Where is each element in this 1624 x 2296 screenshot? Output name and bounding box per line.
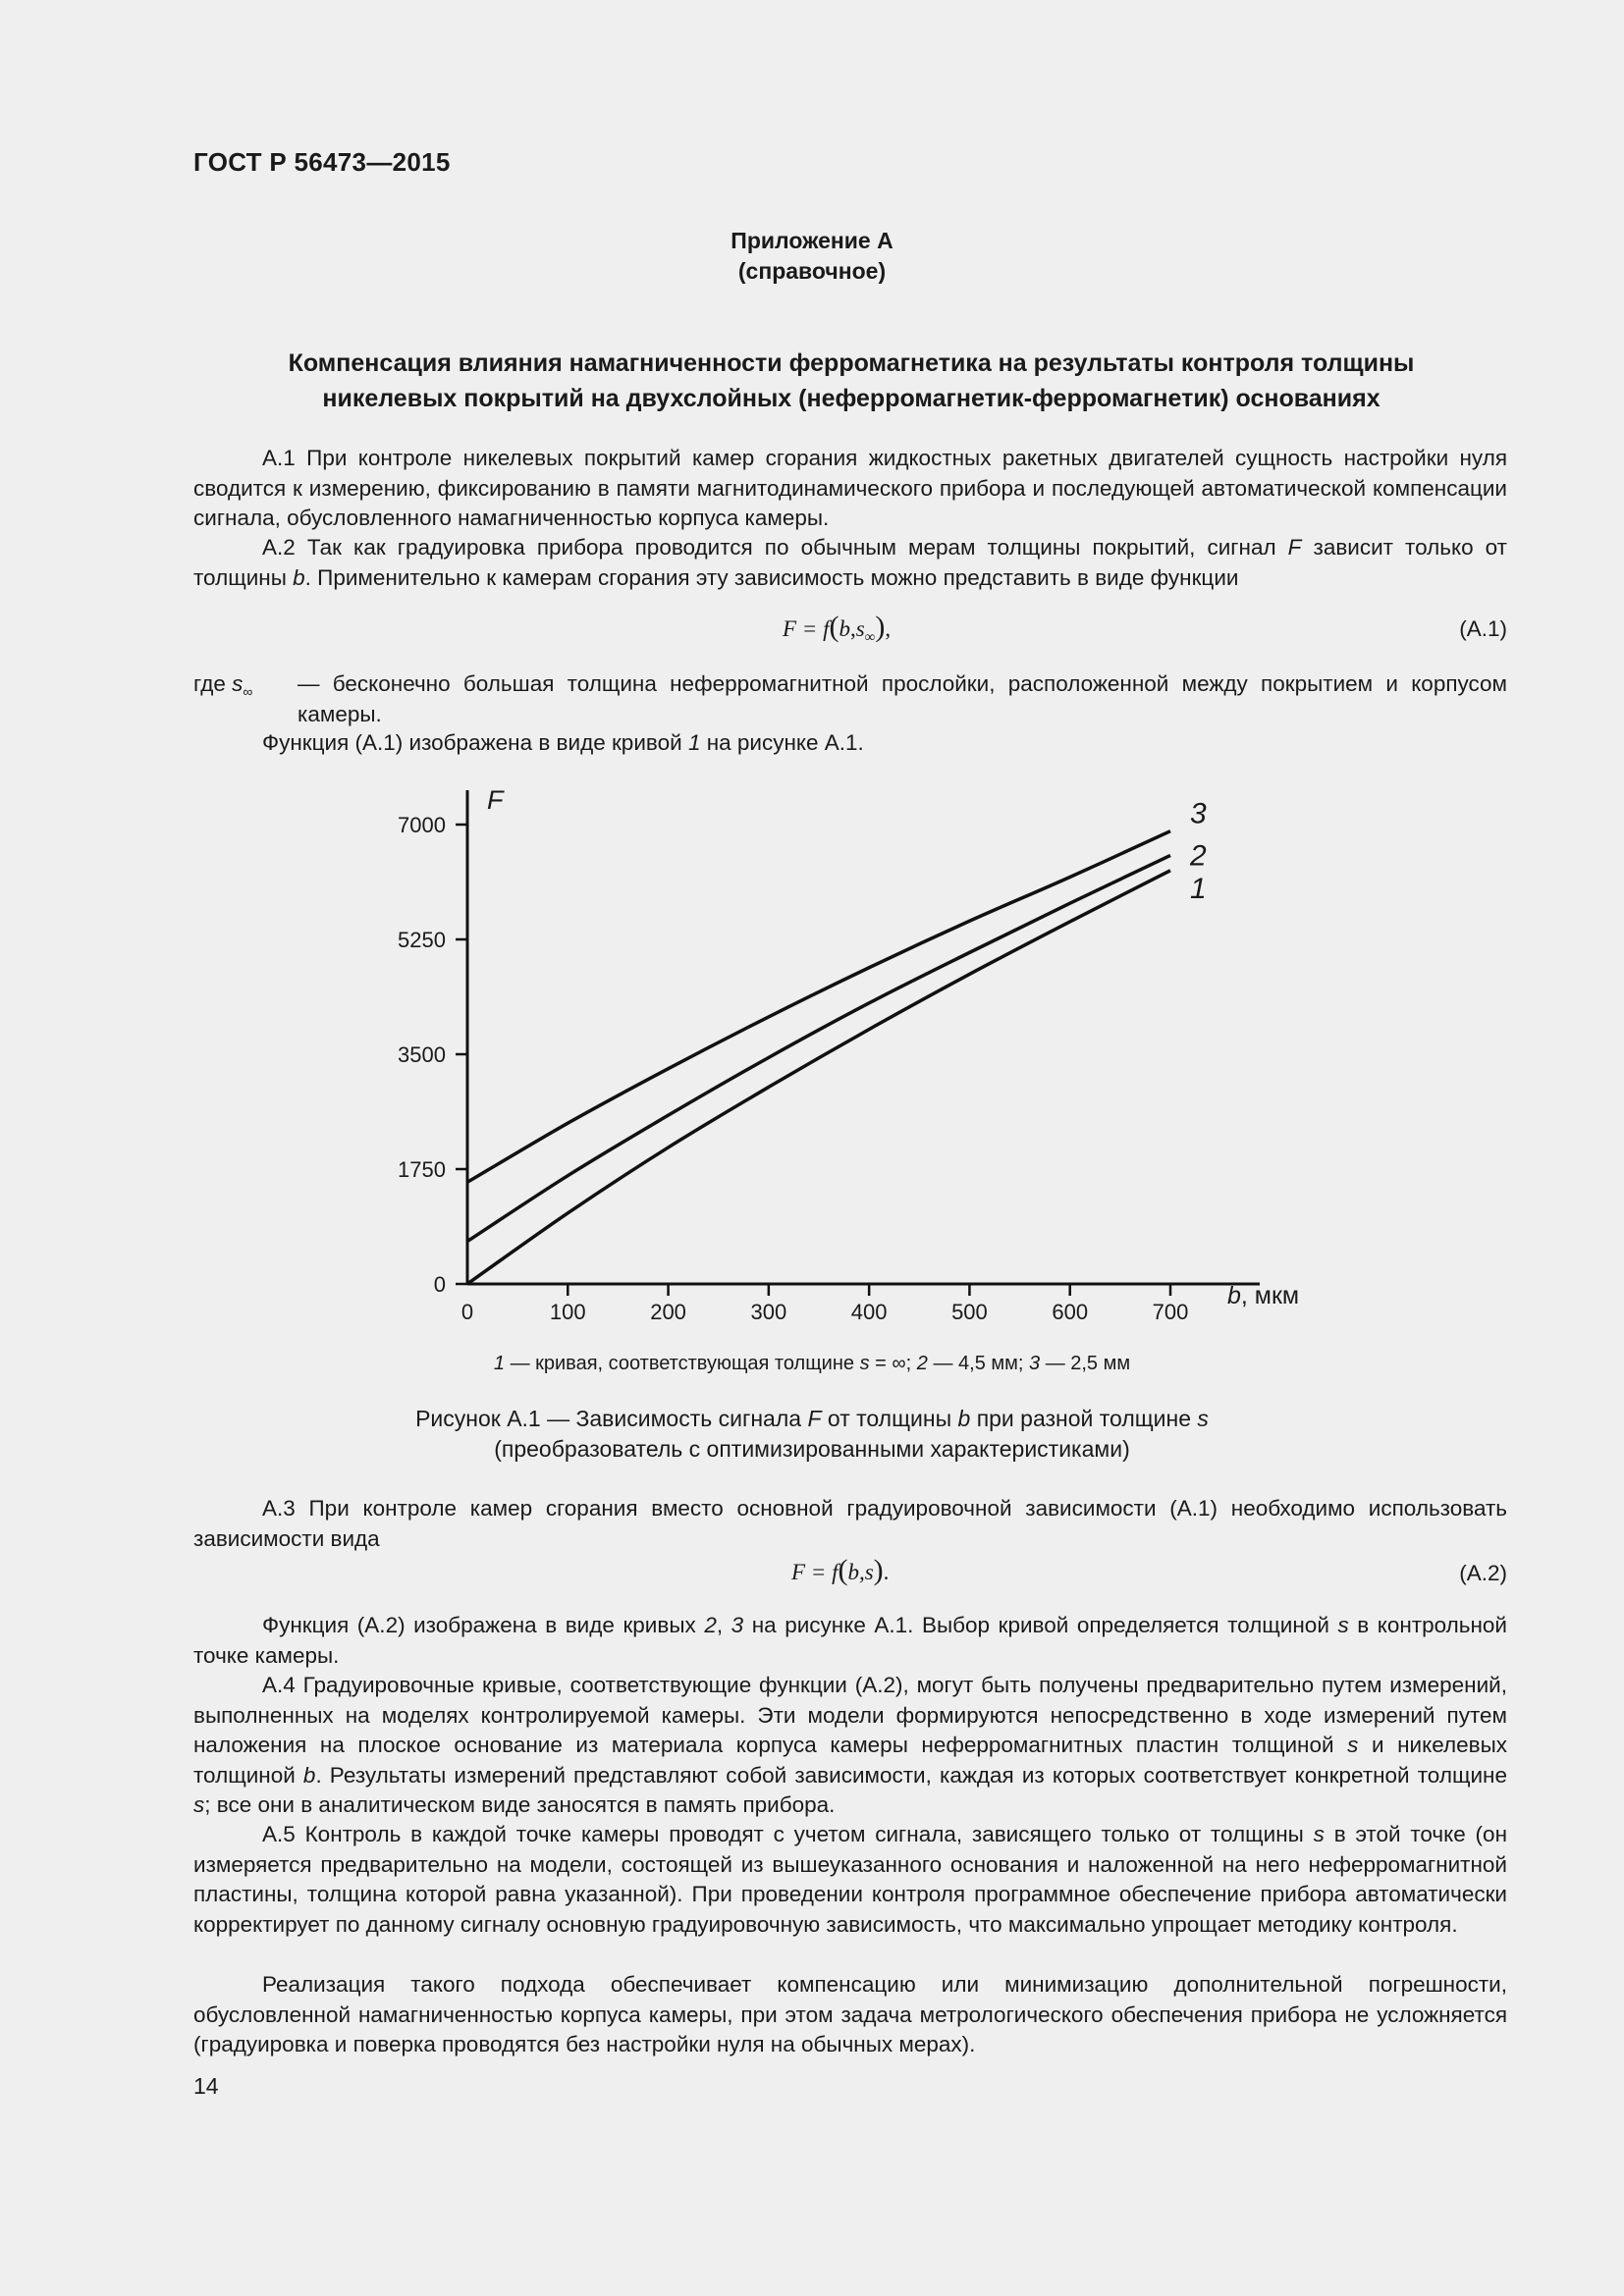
chart-labels: [487, 785, 1299, 1309]
chart-axes: [467, 790, 1260, 1284]
where-clause: [193, 669, 1507, 729]
paragraph-a4: А.4 Градуировочные кривые, соответствующие функции (А.2), могут быть получены предварительно путем измерений, выполненных на моделях контролируемой камеры. Эти модели формируются непосредственно в ходе измерений путем наложения на плоское основание из материала корпуса камеры неферромагнитных пластин толщиной s и никелевых толщиной b. Результаты измерений представляют собой зависимости, каждая из которых соответствует конкретной толщине s; все они в аналитическом виде заносятся в память прибора.: [193, 1673, 1507, 1817]
figure-caption-line1: Рисунок А.1 — Зависимость сигнала F от толщины b при разной толщине s: [415, 1406, 1209, 1431]
y-tick-label: 5250: [398, 928, 446, 952]
x-tick-label: 300: [750, 1300, 787, 1324]
formula-a1-number: (А.1): [1459, 616, 1507, 641]
a2-text-1: А.2 Так как градуировка прибора проводится по обычным мерам толщины покрытий, сигнал: [262, 535, 1276, 560]
standard-header: ГОСТ Р 56473—2015: [193, 147, 451, 177]
figure-caption-line2: (преобразователь с оптимизированными характеристиками): [494, 1436, 1130, 1462]
x-tick-label: 200: [650, 1300, 686, 1324]
a2-var-b: b: [293, 564, 305, 590]
paragraph-final: Реализация такого подхода обеспечивает компенсацию или минимизацию дополнительной погрешности, обусловленной намагниченностью корпуса камеры, при этом задача метрологического обеспечения прибора не усложняется (градуировка и поверка проводятся без настройки нуля на обычных мерах).: [193, 1972, 1507, 2056]
section-title-line2: никелевых покрытий на двухслойных (неферромагнетик-ферромагнетик) основаниях: [322, 385, 1380, 412]
paragraph-func-a2: Функция (А.2) изображена в виде кривых 2, 3 на рисунке А.1. Выбор кривой определяется толщиной s в контрольной точке камеры.: [193, 1613, 1507, 1668]
a2-var-F: F: [1287, 535, 1302, 560]
figure-a1-chart: [0, 775, 1624, 1364]
curve-label-3: 3: [1190, 797, 1207, 830]
formula-a1-comma: ,: [849, 616, 856, 641]
a2-text-2: зависит только от толщины: [193, 535, 1507, 590]
paragraph-a1: А.1 При контроле никелевых покрытий камер сгорания жидкостных ракетных двигателей сущность настройки нуля сводится к измерению, фиксированию в памяти магнитодинамического прибора и последующей автоматической компенсации сигнала, обусловленного намагниченностью корпуса камеры.: [193, 446, 1507, 530]
figure-caption: [0, 1404, 1624, 1465]
curve-3: [467, 831, 1170, 1183]
appendix-title: Приложение А: [731, 228, 893, 253]
x-tick-label: 600: [1052, 1300, 1089, 1324]
x-axis-label: [1227, 1282, 1299, 1309]
paragraph-a5: А.5 Контроль в каждой точке камеры проводят с учетом сигнала, зависящего только от толщины s в этой точке (он измеряется предварительно на модели, состоящей из вышеуказанного основания и наложенной на него неферромагнитной пластины, толщина которой равна указанной). При проведении контроля программное обеспечение прибора автоматически корректирует по данному сигналу основную градуировочную зависимость, что максимально упрощает методику контроля.: [193, 1822, 1507, 1937]
formula-a1-tail: ,: [885, 616, 892, 641]
y-tick-label: 1750: [398, 1157, 446, 1182]
x-tick-label: 700: [1152, 1300, 1189, 1324]
page-number: 14: [193, 2073, 219, 2099]
curve-label-2: 2: [1190, 839, 1207, 873]
figure-legend: 1 — кривая, соответствующая толщине s = ∞; 2 — 4,5 мм; 3 — 2,5 мм: [493, 1353, 1131, 1374]
formula-a2: F = f(b,s).: [791, 1554, 890, 1586]
x-axis-label-unit: , мкм: [1240, 1282, 1300, 1309]
x-axis-label-var: b: [1227, 1282, 1241, 1309]
curve-2: [467, 855, 1170, 1241]
formula-a1: $F = f(b,s_\infty)$,: [783, 611, 892, 646]
paragraph-a2: [193, 533, 1507, 593]
y-tick-label: 3500: [398, 1042, 446, 1067]
formula-a1-b: b: [839, 616, 850, 641]
y-tick-label: 0: [433, 1272, 446, 1297]
x-tick-label: 100: [549, 1300, 586, 1324]
x-tick-label: 0: [460, 1300, 474, 1324]
x-tick-label: 500: [951, 1300, 988, 1324]
x-tick-label: 400: [850, 1300, 888, 1324]
curve-1: [467, 871, 1170, 1284]
a2-text-3: . Применительно к камерам сгорания эту зависимость можно представить в виде функции: [304, 564, 1239, 590]
appendix-subtitle: (справочное): [737, 258, 887, 284]
curve-label-1: 1: [1190, 872, 1207, 905]
formula-a1-sub: ∞: [864, 629, 876, 646]
paragraph-a3: А.3 При контроле камер сгорания вместо основной градуировочной зависимости (А.1) необходимо использовать зависимости вида: [193, 1496, 1507, 1551]
section-title: [193, 346, 1509, 416]
y-tick-label: 7000: [398, 813, 446, 837]
paragraph-func-a1: Функция (А.1) изображена в виде кривой 1 на рисунке А.1.: [262, 730, 864, 755]
section-title-line1: Компенсация влияния намагниченности ферромагнетика на результаты контроля толщины: [288, 349, 1415, 377]
chart-series: [467, 831, 1170, 1284]
formula-a1-lhs: F = f: [783, 616, 830, 641]
formula-a2-number: (А.2): [1459, 1561, 1507, 1585]
formula-a1-s: s: [855, 616, 865, 641]
where-symbol: где $s_\infty$: [193, 671, 253, 700]
y-axis-label: F: [487, 785, 504, 815]
where-text: — бесконечно большая толщина неферромагнитной прослойки, расположенной между покрытием и корпусом камеры.: [298, 671, 1507, 726]
